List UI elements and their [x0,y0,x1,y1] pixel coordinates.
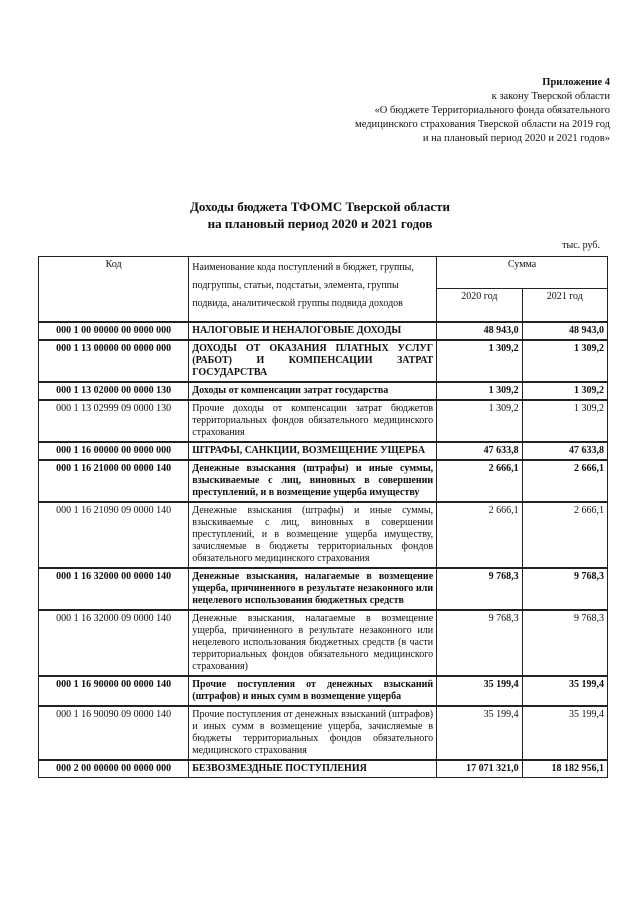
row-value-2021: 35 199,4 [522,706,607,760]
row-value-2020: 2 666,1 [437,460,522,502]
header-sum: Сумма [437,257,608,289]
row-name: Прочие поступления от денежных взысканий (штрафов) и иных сумм в возмещение ущерба [189,676,437,706]
table-row [39,706,608,760]
table-row [39,340,608,382]
title-line-2: на плановый период 2020 и 2021 годов [207,216,433,231]
header-code: Код [39,257,189,323]
row-value-2021: 47 633,8 [522,442,607,460]
income-table [38,256,608,778]
table-row [39,502,608,568]
row-value-2020: 2 666,1 [437,502,522,568]
appendix-line: и на плановый период 2020 и 2021 годов» [422,133,610,144]
row-value-2020: 1 309,2 [437,382,522,400]
row-value-2020: 17 071 321,0 [437,760,522,778]
row-code: 000 1 00 00000 00 0000 000 [39,322,189,340]
row-value-2021: 1 309,2 [522,340,607,382]
row-value-2021: 2 666,1 [522,460,607,502]
row-value-2020: 1 309,2 [437,400,522,442]
row-code: 000 1 16 21000 00 0000 140 [39,460,189,502]
row-name: Денежные взыскания, налагаемые в возмещение ущерба, причиненного в результате незаконного или нецелевого использования бюджетных средств [189,568,437,610]
row-value-2021: 48 943,0 [522,322,607,340]
row-value-2021: 1 309,2 [522,400,607,442]
row-name: Денежные взыскания, налагаемые в возмещение ущерба, причиненного в результате незаконного или нецелевого использования бюджетных средств (в части территориальных фондов обязательного медицинского страхования) [189,610,437,676]
appendix-line: к закону Тверской области [491,91,610,102]
row-name: ШТРАФЫ, САНКЦИИ, ВОЗМЕЩЕНИЕ УЩЕРБА [189,442,437,460]
row-code: 000 1 16 21090 09 0000 140 [39,502,189,568]
row-code: 000 2 00 00000 00 0000 000 [39,760,189,778]
row-code: 000 1 16 32000 09 0000 140 [39,610,189,676]
document-title [0,198,640,232]
row-value-2020: 35 199,4 [437,676,522,706]
row-code: 000 1 13 02000 00 0000 130 [39,382,189,400]
row-value-2021: 1 309,2 [522,382,607,400]
row-name: Прочие поступления от денежных взысканий (штрафов) и иных сумм в возмещение ущерба, зачисляемые в бюджеты территориальных фондов обязательного медицинского страхования [189,706,437,760]
row-code: 000 1 16 90090 09 0000 140 [39,706,189,760]
table-row [39,760,608,778]
row-name: НАЛОГОВЫЕ И НЕНАЛОГОВЫЕ ДОХОДЫ [189,322,437,340]
row-value-2020: 9 768,3 [437,610,522,676]
row-value-2020: 9 768,3 [437,568,522,610]
row-value-2020: 35 199,4 [437,706,522,760]
header-name: Наименование кода поступлений в бюджет, группы, подгруппы, статьи, подстатьи, элемента, группы подвида, аналитической группы подвида доходов [189,257,437,323]
row-code: 000 1 13 02999 09 0000 130 [39,400,189,442]
row-value-2021: 9 768,3 [522,568,607,610]
table-row [39,568,608,610]
row-code: 000 1 16 00000 00 0000 000 [39,442,189,460]
table-row [39,442,608,460]
appendix-block [355,76,610,146]
row-name: Прочие доходы от компенсации затрат бюджетов территориальных фондов обязательного медицинского страхования [189,400,437,442]
header-year-2021: 2021 год [522,289,607,322]
table-row [39,460,608,502]
row-name: ДОХОДЫ ОТ ОКАЗАНИЯ ПЛАТНЫХ УСЛУГ (РАБОТ) И КОМПЕНСАЦИИ ЗАТРАТ ГОСУДАРСТВА [189,340,437,382]
row-value-2020: 47 633,8 [437,442,522,460]
row-name: Доходы от компенсации затрат государства [189,382,437,400]
row-code: 000 1 16 90000 00 0000 140 [39,676,189,706]
row-code: 000 1 13 00000 00 0000 000 [39,340,189,382]
appendix-heading: Приложение 4 [542,77,610,88]
table-row [39,322,608,340]
row-value-2021: 35 199,4 [522,676,607,706]
title-line-1: Доходы бюджета ТФОМС Тверской области [189,199,451,214]
row-value-2021: 18 182 956,1 [522,760,607,778]
table-row [39,382,608,400]
table-row [39,676,608,706]
row-value-2021: 9 768,3 [522,610,607,676]
unit-label: тыс. руб. [562,240,600,251]
row-value-2020: 48 943,0 [437,322,522,340]
row-name: БЕЗВОЗМЕЗДНЫЕ ПОСТУПЛЕНИЯ [189,760,437,778]
row-code: 000 1 16 32000 00 0000 140 [39,568,189,610]
table-body [39,322,608,778]
row-name: Денежные взыскания (штрафы) и иные суммы, взыскиваемые с лиц, виновных в совершении преступлений, и в возмещение ущерба имуществу, зачисляемые в бюджеты территориальных фондов обязательного медицинского страхования [189,502,437,568]
row-value-2021: 2 666,1 [522,502,607,568]
appendix-line: медицинского страхования Тверской области на 2019 год [355,119,610,130]
header-year-2020: 2020 год [437,289,522,322]
appendix-line: «О бюджете Территориального фонда обязательного [374,105,610,116]
row-name: Денежные взыскания (штрафы) и иные суммы, взыскиваемые с лиц, виновных в совершении преступлений, и в возмещение ущерба имуществу [189,460,437,502]
table-row [39,400,608,442]
row-value-2020: 1 309,2 [437,340,522,382]
table-row [39,610,608,676]
